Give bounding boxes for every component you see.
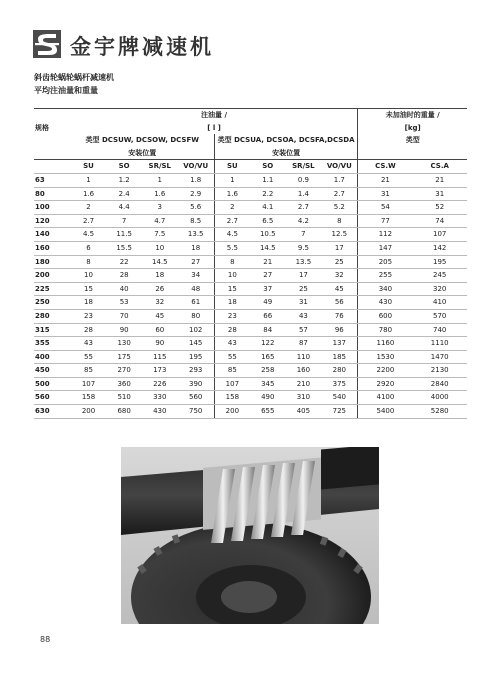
value-cell: 8 [214, 255, 250, 269]
value-cell: 122 [250, 337, 286, 351]
value-cell: 4.5 [214, 228, 250, 242]
header-row-unit [34, 122, 467, 135]
value-cell: 21 [412, 173, 467, 187]
value-cell: 96 [321, 323, 358, 337]
value-cell: 26 [142, 282, 178, 296]
header-row-type [34, 134, 467, 147]
value-cell: 66 [250, 309, 286, 323]
value-cell: 40 [106, 282, 142, 296]
table-row [34, 255, 467, 269]
value-cell: 31 [286, 296, 322, 310]
value-cell: 84 [250, 323, 286, 337]
value-cell: 85 [71, 364, 107, 378]
value-cell: 137 [321, 337, 358, 351]
value-cell: 320 [412, 282, 467, 296]
value-cell: 1 [142, 173, 178, 187]
oil-unit: [ l ] [207, 123, 221, 132]
value-cell: 173 [142, 364, 178, 378]
value-cell: 74 [412, 214, 467, 228]
value-cell: 61 [178, 296, 215, 310]
table-row [34, 214, 467, 228]
value-cell: 21 [358, 173, 413, 187]
value-cell: 6 [71, 241, 107, 255]
value-cell: 405 [286, 405, 322, 419]
table-row [34, 269, 467, 283]
table-row [34, 282, 467, 296]
value-cell: 175 [106, 350, 142, 364]
value-cell: 158 [214, 391, 250, 405]
size-cell: 180 [34, 255, 71, 269]
column-header: SU [71, 160, 107, 174]
value-cell: 1470 [412, 350, 467, 364]
value-cell: 23 [71, 309, 107, 323]
value-cell: 570 [412, 309, 467, 323]
value-cell: 8 [71, 255, 107, 269]
value-cell: 2920 [358, 377, 413, 391]
value-cell: 4.7 [142, 214, 178, 228]
column-header: SU [214, 160, 250, 174]
value-cell: 2.7 [286, 201, 322, 215]
value-cell: 13.5 [178, 228, 215, 242]
value-cell: 11.5 [106, 228, 142, 242]
group1-type: 类型 DCSUW, DCSOW, DCSFW [85, 136, 199, 145]
value-cell: 2.7 [214, 214, 250, 228]
table-row [34, 391, 467, 405]
value-cell: 90 [142, 337, 178, 351]
value-cell: 9.5 [286, 241, 322, 255]
value-cell: 76 [321, 309, 358, 323]
value-cell: 23 [214, 309, 250, 323]
value-cell: 1.6 [71, 187, 107, 201]
value-cell: 750 [178, 405, 215, 419]
value-cell: 560 [178, 391, 215, 405]
value-cell: 158 [71, 391, 107, 405]
value-cell: 43 [71, 337, 107, 351]
column-header: SO [106, 160, 142, 174]
value-cell: 2.7 [321, 187, 358, 201]
value-cell: 57 [286, 323, 322, 337]
value-cell: 49 [250, 296, 286, 310]
brand-logo-icon [33, 30, 61, 58]
value-cell: 7 [106, 214, 142, 228]
value-cell: 17 [286, 269, 322, 283]
value-cell: 293 [178, 364, 215, 378]
header-row-mount [34, 147, 467, 160]
value-cell: 4.1 [250, 201, 286, 215]
table-row [34, 323, 467, 337]
column-header: SO [250, 160, 286, 174]
value-cell: 112 [358, 228, 413, 242]
header-row-title [34, 109, 467, 122]
value-cell: 15 [71, 282, 107, 296]
value-cell: 600 [358, 309, 413, 323]
value-cell: 5280 [412, 405, 467, 419]
size-cell: 63 [34, 173, 71, 187]
weight-type: 类型 [358, 134, 467, 147]
value-cell: 10 [214, 269, 250, 283]
value-cell: 107 [214, 377, 250, 391]
group1-mount: 安装位置 [71, 147, 215, 160]
value-cell: 1.2 [106, 173, 142, 187]
group2-mount: 安装位置 [214, 147, 358, 160]
value-cell: 102 [178, 323, 215, 337]
value-cell: 7.5 [142, 228, 178, 242]
value-cell: 4000 [412, 391, 467, 405]
value-cell: 130 [106, 337, 142, 351]
value-cell: 340 [358, 282, 413, 296]
value-cell: 54 [358, 201, 413, 215]
value-cell: 4.4 [106, 201, 142, 215]
page-number: 88 [40, 635, 51, 644]
value-cell: 1.6 [142, 187, 178, 201]
value-cell: 90 [106, 323, 142, 337]
value-cell: 87 [286, 337, 322, 351]
value-cell: 780 [358, 323, 413, 337]
value-cell: 107 [412, 228, 467, 242]
value-cell: 226 [142, 377, 178, 391]
value-cell: 10 [71, 269, 107, 283]
value-cell: 390 [178, 377, 215, 391]
value-cell: 4.2 [286, 214, 322, 228]
value-cell: 258 [250, 364, 286, 378]
table-row [34, 296, 467, 310]
value-cell: 28 [214, 323, 250, 337]
value-cell: 85 [214, 364, 250, 378]
value-cell: 37 [250, 282, 286, 296]
value-cell: 255 [358, 269, 413, 283]
value-cell: 1 [214, 173, 250, 187]
value-cell: 1.4 [286, 187, 322, 201]
value-cell: 18 [178, 241, 215, 255]
size-cell: 160 [34, 241, 71, 255]
value-cell: 43 [286, 309, 322, 323]
table-row [34, 241, 467, 255]
value-cell: 31 [412, 187, 467, 201]
value-cell: 430 [358, 296, 413, 310]
value-cell: 28 [106, 269, 142, 283]
table-row [34, 201, 467, 215]
value-cell: 145 [178, 337, 215, 351]
value-cell: 45 [142, 309, 178, 323]
value-cell: 31 [358, 187, 413, 201]
size-cell: 200 [34, 269, 71, 283]
value-cell: 45 [321, 282, 358, 296]
value-cell: 32 [142, 296, 178, 310]
oil-quantity-title: 注油量 / [71, 109, 358, 122]
value-cell: 52 [412, 201, 467, 215]
value-cell: 2130 [412, 364, 467, 378]
value-cell: 725 [321, 405, 358, 419]
value-cell: 110 [286, 350, 322, 364]
value-cell: 18 [214, 296, 250, 310]
value-cell: 48 [178, 282, 215, 296]
column-header: CS.W [358, 160, 413, 174]
size-cell: 315 [34, 323, 71, 337]
column-header: SR/SL [286, 160, 322, 174]
column-header-corner [34, 160, 71, 174]
value-cell: 107 [71, 377, 107, 391]
value-cell: 345 [250, 377, 286, 391]
value-cell: 8.5 [178, 214, 215, 228]
weight-title: 未加油时的重量 / [358, 109, 467, 122]
size-cell: 225 [34, 282, 71, 296]
value-cell: 7 [286, 228, 322, 242]
value-cell: 22 [106, 255, 142, 269]
value-cell: 210 [286, 377, 322, 391]
value-cell: 5.6 [178, 201, 215, 215]
size-cell: 140 [34, 228, 71, 242]
value-cell: 245 [412, 269, 467, 283]
value-cell: 1.8 [178, 173, 215, 187]
value-cell: 27 [250, 269, 286, 283]
value-cell: 77 [358, 214, 413, 228]
value-cell: 34 [178, 269, 215, 283]
value-cell: 490 [250, 391, 286, 405]
value-cell: 14.5 [142, 255, 178, 269]
value-cell: 1110 [412, 337, 467, 351]
value-cell: 2200 [358, 364, 413, 378]
group2-type: 类型 DCSUA, DCSOA, DCSFA,DCSDA [214, 134, 358, 147]
value-cell: 1.6 [214, 187, 250, 201]
size-cell: 80 [34, 187, 71, 201]
size-cell: 630 [34, 405, 71, 419]
size-cell: 100 [34, 201, 71, 215]
size-cell: 355 [34, 337, 71, 351]
oil-weight-table [34, 108, 467, 419]
value-cell: 32 [321, 269, 358, 283]
column-header: VO/VU [178, 160, 215, 174]
value-cell: 2.4 [106, 187, 142, 201]
value-cell: 10.5 [250, 228, 286, 242]
column-header: CS.A [412, 160, 467, 174]
value-cell: 8 [321, 214, 358, 228]
table-row [34, 377, 467, 391]
value-cell: 1530 [358, 350, 413, 364]
value-cell: 115 [142, 350, 178, 364]
value-cell: 55 [71, 350, 107, 364]
value-cell: 4.5 [71, 228, 107, 242]
value-cell: 1.7 [321, 173, 358, 187]
value-cell: 280 [321, 364, 358, 378]
value-cell: 4100 [358, 391, 413, 405]
value-cell: 18 [142, 269, 178, 283]
value-cell: 60 [142, 323, 178, 337]
value-cell: 18 [71, 296, 107, 310]
value-cell: 680 [106, 405, 142, 419]
brand-title: 金宇牌减速机 [70, 35, 214, 59]
value-cell: 25 [286, 282, 322, 296]
value-cell: 410 [412, 296, 467, 310]
size-cell: 250 [34, 296, 71, 310]
product-subtitle: 斜齿轮蜗轮蜗杆减速机 [34, 73, 114, 82]
worm-gear-photo [121, 447, 379, 624]
value-cell: 1.1 [250, 173, 286, 187]
size-header: 规格 [35, 123, 49, 132]
value-cell: 27 [178, 255, 215, 269]
value-cell: 25 [321, 255, 358, 269]
value-cell: 195 [412, 255, 467, 269]
value-cell: 43 [214, 337, 250, 351]
size-cell: 280 [34, 309, 71, 323]
value-cell: 0.9 [286, 173, 322, 187]
value-cell: 2.2 [250, 187, 286, 201]
value-cell: 55 [214, 350, 250, 364]
value-cell: 5.5 [214, 241, 250, 255]
weight-unit: [kg] [358, 122, 467, 135]
table-row [34, 405, 467, 419]
size-cell: 450 [34, 364, 71, 378]
value-cell: 740 [412, 323, 467, 337]
value-cell: 2840 [412, 377, 467, 391]
value-cell: 14.5 [250, 241, 286, 255]
value-cell: 1 [71, 173, 107, 187]
value-cell: 160 [286, 364, 322, 378]
value-cell: 10 [142, 241, 178, 255]
value-cell: 510 [106, 391, 142, 405]
value-cell: 56 [321, 296, 358, 310]
value-cell: 1160 [358, 337, 413, 351]
table-row [34, 187, 467, 201]
value-cell: 3 [142, 201, 178, 215]
value-cell: 195 [178, 350, 215, 364]
table-row [34, 173, 467, 187]
value-cell: 205 [358, 255, 413, 269]
value-cell: 17 [321, 241, 358, 255]
value-cell: 2.7 [71, 214, 107, 228]
column-header-row [34, 160, 467, 174]
value-cell: 430 [142, 405, 178, 419]
size-cell: 500 [34, 377, 71, 391]
value-cell: 2 [71, 201, 107, 215]
value-cell: 185 [321, 350, 358, 364]
value-cell: 6.5 [250, 214, 286, 228]
value-cell: 270 [106, 364, 142, 378]
value-cell: 15 [214, 282, 250, 296]
table-row [34, 364, 467, 378]
size-cell: 400 [34, 350, 71, 364]
value-cell: 5.2 [321, 201, 358, 215]
value-cell: 200 [214, 405, 250, 419]
value-cell: 165 [250, 350, 286, 364]
value-cell: 200 [71, 405, 107, 419]
value-cell: 2.9 [178, 187, 215, 201]
value-cell: 15.5 [106, 241, 142, 255]
column-header: VO/VU [321, 160, 358, 174]
value-cell: 375 [321, 377, 358, 391]
value-cell: 2 [214, 201, 250, 215]
value-cell: 147 [358, 241, 413, 255]
value-cell: 540 [321, 391, 358, 405]
value-cell: 360 [106, 377, 142, 391]
table-row [34, 350, 467, 364]
value-cell: 21 [250, 255, 286, 269]
value-cell: 80 [178, 309, 215, 323]
value-cell: 70 [106, 309, 142, 323]
size-cell: 560 [34, 391, 71, 405]
value-cell: 142 [412, 241, 467, 255]
value-cell: 310 [286, 391, 322, 405]
value-cell: 53 [106, 296, 142, 310]
value-cell: 5400 [358, 405, 413, 419]
value-cell: 12.5 [321, 228, 358, 242]
column-header: SR/SL [142, 160, 178, 174]
value-cell: 655 [250, 405, 286, 419]
table-row [34, 337, 467, 351]
value-cell: 13.5 [286, 255, 322, 269]
value-cell: 330 [142, 391, 178, 405]
table-subtitle: 平均注油量和重量 [34, 86, 98, 95]
table-row [34, 228, 467, 242]
value-cell: 28 [71, 323, 107, 337]
table-row [34, 309, 467, 323]
size-cell: 120 [34, 214, 71, 228]
